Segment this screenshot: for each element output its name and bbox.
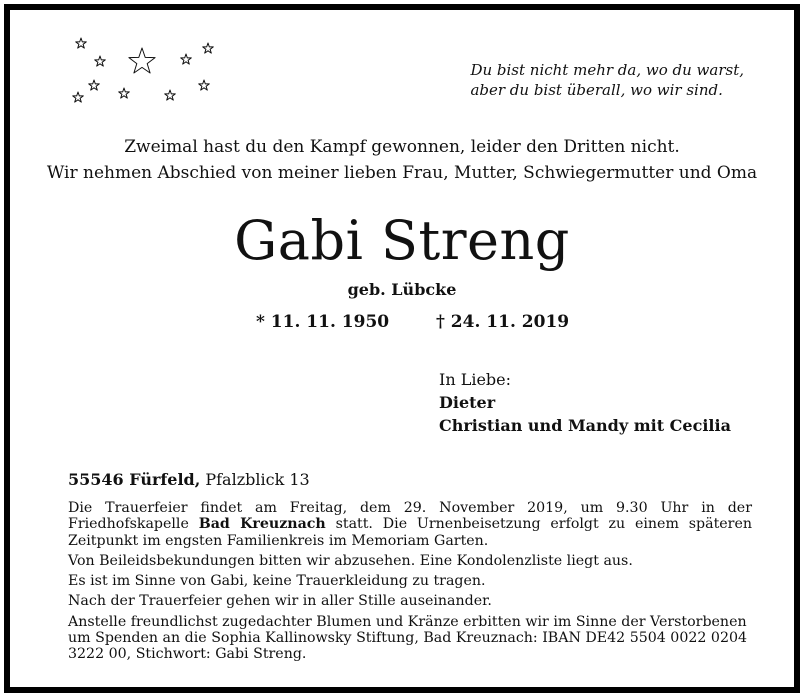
death-date: † 24. 11. 2019 — [436, 312, 570, 332]
deceased-name: Gabi Streng — [234, 209, 570, 272]
quote-line: Du bist nicht mehr da, wo du warst, — [470, 61, 744, 79]
mourner-name: Christian und Mandy mit Cecilia — [439, 416, 731, 435]
birth-date: * 11. 11. 1950 — [256, 312, 390, 332]
stars-icon — [58, 34, 238, 114]
obituary-frame — [4, 4, 800, 693]
intro-text — [10, 134, 794, 186]
memorial-quote — [470, 60, 744, 100]
mourners-label: In Liebe: — [439, 370, 512, 389]
notice-paragraph — [68, 500, 752, 549]
mourners-block — [439, 368, 731, 437]
maiden-name: geb. Lübcke — [347, 280, 457, 299]
address — [68, 470, 310, 489]
mourner-name: Dieter — [439, 393, 496, 412]
notice-location: Bad Kreuznach — [198, 516, 326, 533]
notice-text — [68, 500, 752, 667]
intro-line: Zweimal hast du den Kampf gewonnen, leider den Dritten nicht. — [124, 137, 680, 157]
quote-line: aber du bist überall, wo wir sind. — [470, 81, 723, 99]
notice-paragraph: Es ist im Sinne von Gabi, keine Trauerkleidung zu tragen. — [68, 573, 486, 590]
star-large — [129, 48, 155, 73]
notice-paragraph: Nach der Trauerfeier gehen wir in aller Stille auseinander. — [68, 593, 492, 610]
notice-text-part: Die Trauerfeier findet am Freitag, dem 29. November 2019, um 9.30 Uhr in der Friedhofskapelle — [68, 500, 752, 533]
address-street: Pfalzblick 13 — [200, 470, 310, 489]
address-place: 55546 Fürfeld, — [68, 470, 201, 489]
notice-text-part: statt. Die Urnenbeisetzung erfolgt zu einem späteren Zeitpunkt im engsten Familienkreis im Memoriam Garten. — [68, 516, 752, 549]
intro-line: Wir nehmen Abschied von meiner lieben Frau, Mutter, Schwiegermutter und Oma — [46, 163, 758, 183]
notice-paragraph: Von Beileidsbekundungen bitten wir abzusehen. Eine Kondolenzliste liegt aus. — [68, 552, 633, 569]
notice-paragraph: Anstelle freundlichst zugedachter Blumen und Kränze erbitten wir im Sinne der Verstorbenen um Spenden an die Sophia Kallinowsky Stiftung, Bad Kreuznach: IBAN DE42 5504 0022 0204 3222 00, Stichwort: Gabi Streng. — [68, 613, 748, 663]
